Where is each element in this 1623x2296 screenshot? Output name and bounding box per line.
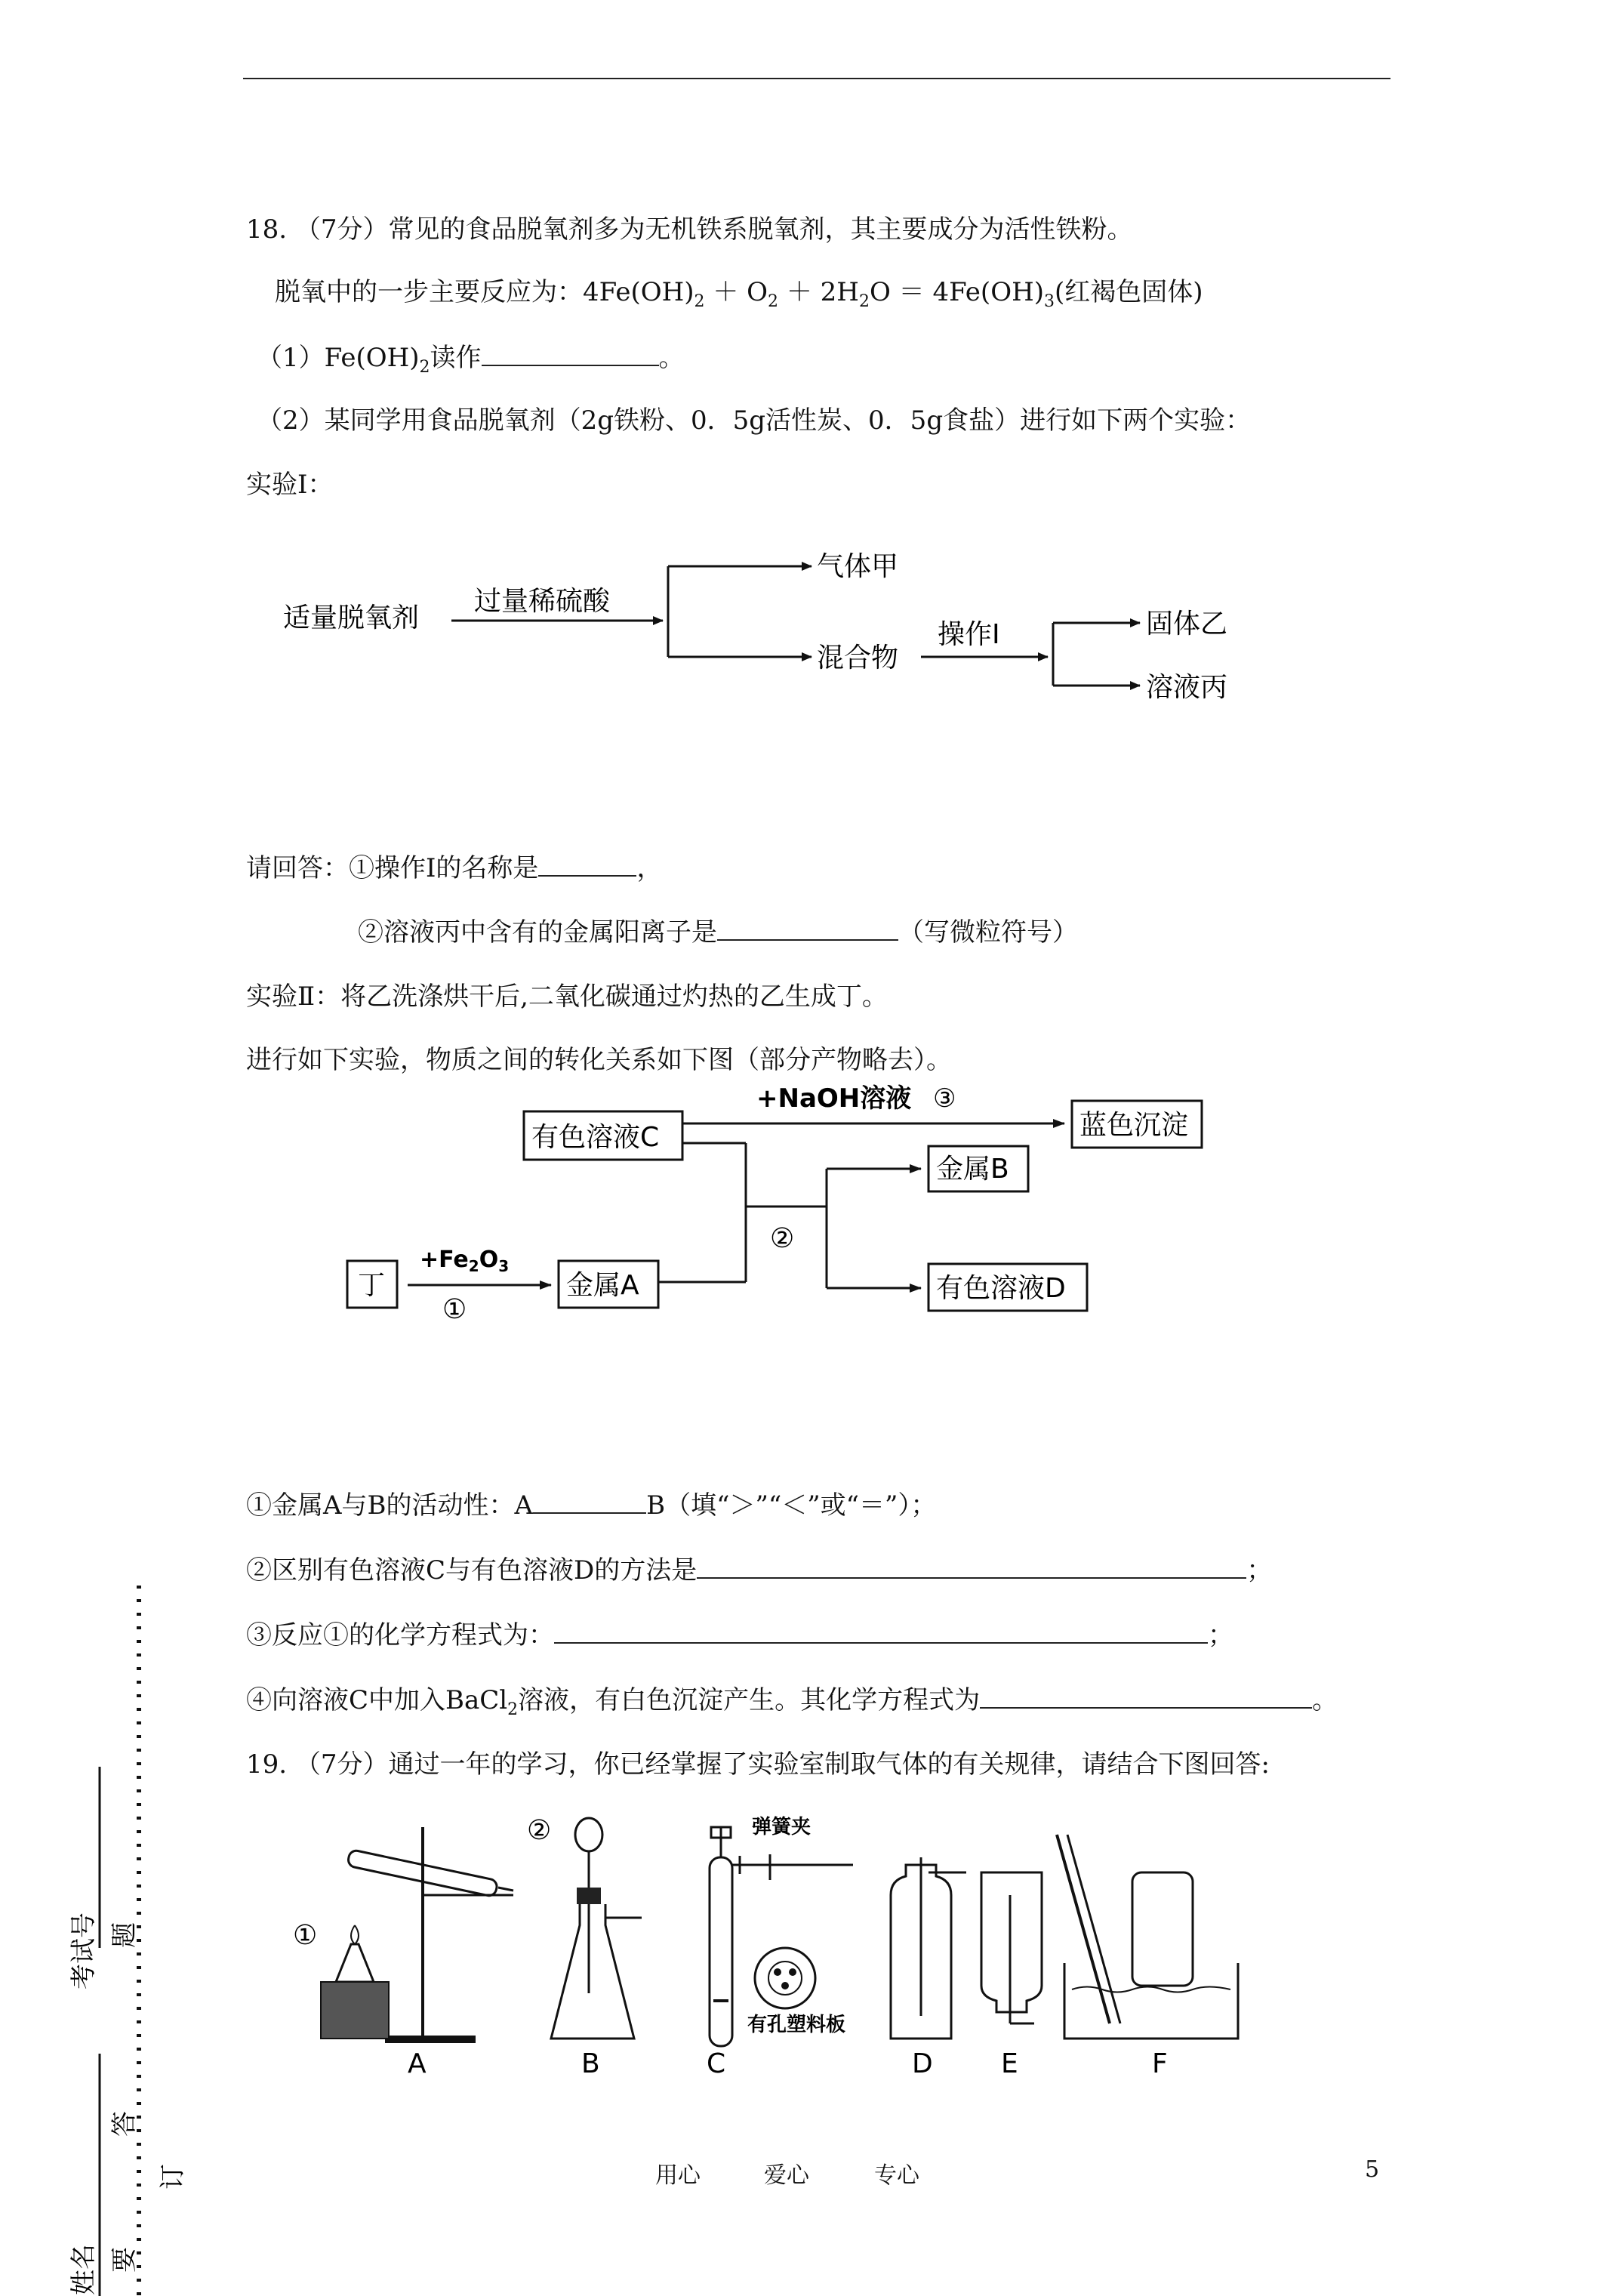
answer-blank[interactable] [717,917,898,941]
page-number: 5 [1365,2156,1380,2183]
exp2: 实验Ⅱ：将乙洗涤烘干后,二氧化碳通过灼热的乙生成丁。 [246,982,888,1012]
q18-reaction: 脱氧中的一步主要反应为：$4Fe(OH)_2 + O_2 + 2H_2O = 4Fe(OH)_3$(红褐色固体) [275,277,1203,311]
s3: ③反应①的化学方程式为： ； [246,1620,1233,1650]
flow-diagram-2 [332,1080,1298,1329]
flow1-mixture: 混合物 [817,643,899,673]
answer-blank[interactable] [533,1490,646,1514]
apparatus-e [981,1872,1042,2079]
flow2-a: 金属A [566,1270,639,1301]
footer-c: 专心 [874,2162,919,2189]
apparatus-figure [287,1812,1329,2079]
ask1: 请回答：①操作Ⅰ的名称是 ， [246,853,663,883]
label-f: F [1152,2048,1168,2079]
flow1-operation: 操作Ⅰ [938,619,1000,650]
label-n1: ① [293,1920,318,1951]
flow2-c: 有色溶液C [531,1122,660,1153]
q18-part1: $(1)Fe(OH)_2$读作 。 [257,343,685,377]
answer-blank[interactable] [554,1620,1208,1644]
flow2-n2: ② [770,1223,795,1254]
side-yao: 要 [109,2247,140,2273]
flow2-d: 有色溶液D [936,1273,1066,1304]
apparatus-b [527,1815,642,2079]
label-n2: ② [527,1815,552,1846]
label-d: D [912,2048,933,2079]
s2: ②区别有色溶液C与有色溶液D的方法是 ； [246,1555,1273,1586]
flow2-n1: ① [442,1294,467,1325]
ask2: ②溶液丙中含有的金属阳离子是 （写微粒符号） [358,917,1078,948]
flow2-blue: 蓝色沉淀 [1079,1110,1189,1141]
flow2-ding: 丁 [358,1270,386,1301]
s4: ④向溶液C中加入BaCl$_2$溶液，有白色沉淀产生。其化学方程式为 。 [246,1685,1338,1719]
flow-diagram-1 [272,529,1329,725]
label-b: B [581,2048,600,2079]
q18-stem: 18. （7分）常见的食品脱氧剂多为无机铁系脱氧剂，其主要成分为活性铁粉。 [246,214,1133,245]
flow2-fe2o3: $+Fe_2O_3$ [420,1247,510,1275]
exp2b: 进行如下实验，物质之间的转化关系如下图（部分产物略去）。 [246,1045,952,1075]
flow1-solution: 溶液丙 [1146,672,1228,703]
side-da: 答 [109,2111,140,2137]
flow2-naoh: +NaOH溶液 [756,1083,912,1114]
flow1-reagent: 过量稀硫酸 [474,586,611,617]
s1: ①金属A与B的活动性：A B（填“＞”“＜”或“＝”）； [246,1490,937,1521]
footer-b: 爱心 [764,2162,809,2189]
exp1-label: 实验Ⅰ： [246,470,334,500]
label-spring-clip: 弹簧夹 [752,1816,812,1838]
apparatus-f [1057,1835,1238,2079]
side-ding: 订 [158,2164,188,2190]
apparatus-a [293,1827,513,2079]
flow2-b: 金属B [936,1154,1009,1185]
header-rule [243,78,1390,79]
binding-margin [30,1586,188,2296]
side-ti: 题 [109,1922,140,1948]
flow1-solid: 固体乙 [1146,609,1228,639]
apparatus-c [707,1815,853,2079]
answer-blank[interactable] [482,342,659,366]
flow1-start: 适量脱氧剂 [283,603,420,633]
apparatus-d [891,1857,966,2079]
q18-part2: （2）某同学用食品脱氧剂（2g铁粉、0．5g活性炭、0．5g食盐）进行如下两个实验： [257,405,1252,436]
label-c: C [707,2048,726,2079]
answer-blank[interactable] [980,1684,1312,1709]
footer-a: 用心 [655,2162,701,2189]
flow1-gas: 气体甲 [817,551,899,582]
answer-blank[interactable] [538,852,636,877]
label-e: E [1001,2048,1018,2079]
answer-blank[interactable] [697,1555,1246,1579]
side-kaoshihao: 考试号 [69,1912,99,1989]
label-a: A [408,2048,427,2079]
flow2-n3: ③ [933,1083,956,1114]
side-xingming: 姓名 [69,2244,99,2295]
label-porous-plate: 有孔塑料板 [747,2014,846,2036]
q19-stem: 19. （7分）通过一年的学习，你已经掌握了实验室制取气体的有关规律，请结合下图回答: [246,1749,1270,1780]
